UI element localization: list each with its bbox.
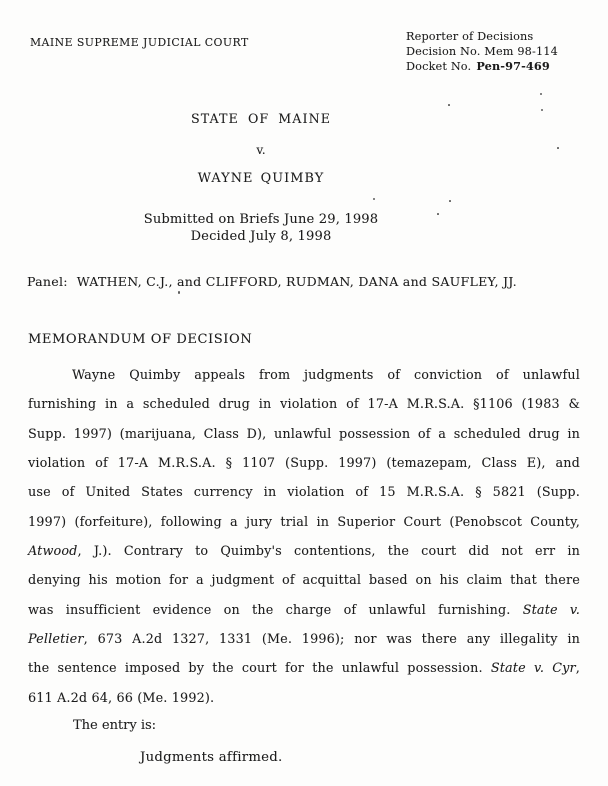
memorandum-heading: MEMORANDUM OF DECISION (28, 332, 253, 347)
body-text: 611 A.2d 64, 66 (Me. 1992). (28, 689, 215, 705)
body-text: denying his motion for a judgment of acquittal based on his claim that there (28, 572, 580, 588)
case-citation-italic: Pelletier (28, 631, 84, 647)
scan-speck (540, 93, 542, 95)
scan-speck (449, 200, 451, 202)
panel-members: WATHEN, C.J., and CLIFFORD, RUDMAN, DANA and SAUFLEY, JJ. (76, 274, 517, 289)
body-text: furnishing in a scheduled drug in violation of 17-A M.R.S.A. §1106 (1983 & (28, 396, 580, 412)
scan-speck (178, 291, 180, 294)
panel-label: Panel: (27, 274, 68, 289)
body-text: violation of 17-A M.R.S.A. § 1107 (Supp. 1997) (temazepam, Class E), and (28, 455, 580, 471)
body-text: use of United States currency in violation of 15 M.R.S.A. § 5821 (Supp. (28, 484, 580, 500)
body-line (28, 360, 580, 389)
scan-speck (448, 104, 450, 106)
reporter-header-block (406, 30, 558, 75)
memorandum-body-paragraph (28, 360, 580, 712)
submitted-on-briefs-line: Submitted on Briefs June 29, 1998 (143, 212, 379, 227)
case-citation-italic: State v. (522, 601, 581, 617)
caption-defendant: WAYNE QUIMBY (197, 171, 325, 186)
case-citation-italic: State v. Cyr (490, 660, 576, 676)
body-text: , (575, 660, 580, 676)
body-text: 1997) (forfeiture), following a jury trial in Superior Court (Penobscot County, (28, 513, 580, 529)
body-line (28, 477, 580, 506)
docket-number: Pen-97-469 (476, 59, 550, 74)
body-text: Supp. 1997) (marijuana, Class D), unlawful possession of a scheduled drug in (28, 425, 580, 441)
docket-label: Docket No. (406, 60, 472, 74)
body-text: , J.). Contrary to Quimby's contentions, the court did not err in (77, 543, 580, 559)
body-text: the sentence imposed by the court for the unlawful possession. (28, 660, 491, 676)
body-text: Wayne Quimby appeals from judgments of conviction of unlawful (72, 367, 580, 382)
body-line (28, 389, 580, 418)
body-text: was insufficient evidence on the charge of unlawful furnishing. (28, 601, 523, 617)
case-citation-italic: Atwood (28, 543, 78, 559)
body-line (28, 683, 580, 712)
body-line (28, 448, 580, 477)
scan-speck (557, 147, 559, 149)
caption-plaintiff: STATE OF MAINE (191, 111, 331, 126)
caption-versus: v. (256, 143, 266, 157)
scan-speck (541, 109, 543, 111)
decided-date-line: Decided July 8, 1998 (190, 229, 332, 244)
entry-result-line: Judgments affirmed. (140, 750, 283, 765)
entry-lead-line: The entry is: (73, 718, 157, 733)
body-line (28, 419, 580, 448)
scan-speck (373, 198, 375, 200)
reporter-of-decisions-line: Reporter of Decisions (406, 30, 534, 43)
body-line (28, 507, 580, 536)
body-line (28, 595, 580, 624)
scan-speck (437, 213, 439, 215)
body-line (28, 565, 580, 594)
panel-line (27, 274, 517, 289)
body-line (28, 624, 580, 653)
court-name-header: MAINE SUPREME JUDICIAL COURT (30, 36, 249, 49)
decision-number-line: Decision No. Mem 98-114 (406, 44, 558, 58)
body-line (28, 536, 580, 565)
docket-number-line (406, 59, 558, 75)
body-line (28, 653, 580, 682)
body-text: , 673 A.2d 1327, 1331 (Me. 1996); nor was there any illegality in (83, 631, 580, 647)
